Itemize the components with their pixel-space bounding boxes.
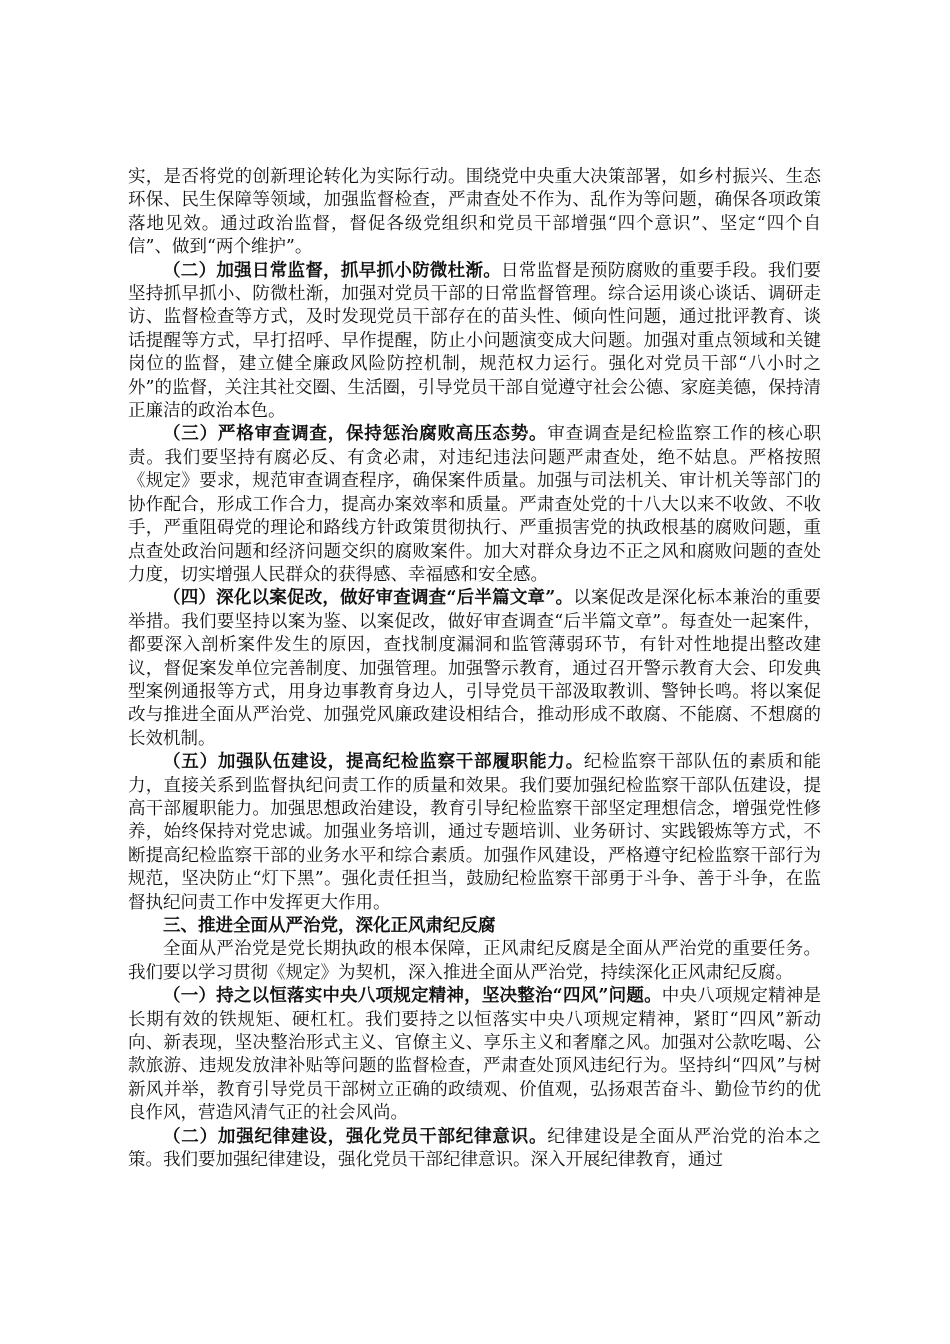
paragraph-eight-rules	[128, 985, 821, 1125]
paragraph-daily-supervision	[128, 260, 821, 424]
paragraph-lead: （四）深化以案促改，做好审查调查“后半篇文章”。	[163, 588, 574, 609]
paragraph-continuation	[128, 166, 821, 260]
paragraph-lead: （三）严格审查调查，保持惩治腐败高压态势。	[163, 424, 548, 445]
paragraph-text: 中央八项规定精神是长期有效的铁规矩、硬杠杠。我们要持之以恒落实中央八项规定精神，紧盯“四风”新动向、新表现，坚决整治形式主义、官僚主义、享乐主义和奢靡之风。加强对公款吃喝、公款旅游、违规发放津补贴等问题的监督检查，严肃查处顶风违纪行为。坚持纠“四风”与树新风并举，教育引导党员干部树立正确的政绩观、价值观，弘扬艰苦奋斗、勤俭节约的优良作风，营造风清气正的社会风尚。	[128, 986, 821, 1124]
document-body	[128, 166, 821, 1172]
paragraph-lead: （二）加强日常监督，抓早抓小防微杜渐。	[163, 260, 502, 281]
paragraph-discipline	[128, 1126, 821, 1173]
paragraph-text: 纪检监察干部队伍的素质和能力，直接关系到监督执纪问责工作的质量和效果。我们要加强纪检监察干部队伍建设，提高干部履职能力。加强思想政治建设，教育引导纪检监察干部坚定理想信念，增强党性修养，始终保持对党忠诚。加强业务培训，通过专题培训、业务研讨、实践锻炼等方式，不断提高纪检监察干部的业务水平和综合素质。加强作风建设，严格遵守纪检监察干部行为规范，坚决防止“灯下黑”。强化责任担当，鼓励纪检监察干部勇于斗争、善于斗争，在监督执纪问责工作中发挥更大作用。	[128, 752, 822, 913]
paragraph-case-reform	[128, 587, 821, 751]
paragraph-team-building	[128, 751, 821, 915]
paragraph-lead: （二）加强纪律建设，强化党员干部纪律意识。	[163, 1126, 548, 1147]
paragraph-text: 实，是否将党的创新理论转化为实际行动。围绕党中央重大决策部署，如乡村振兴、生态环保、民生保障等领域，加强监督检查，严肃查处不作为、乱作为等问题，确保各项政策落地见效。通过政治监督，督促各级党组织和党员干部增强“四个意识”、坚定“四个自信”、做到“两个维护”。	[128, 167, 821, 258]
paragraph-text: 纪律建设是全面从严治党的治本之策。我们要加强纪律建设，强化党员干部纪律意识。深入开展纪律教育，通过	[128, 1126, 822, 1171]
paragraph-review-investigation	[128, 423, 821, 587]
paragraph-text: 全面从严治党是党长期执政的根本保障，正风肃纪反腐是全面从严治党的重要任务。我们要以学习贯彻《规定》为契机，深入推进全面从严治党，持续深化正风肃纪反腐。	[128, 939, 821, 983]
paragraph-text: 日常监督是预防腐败的重要手段。我们要坚持抓早抓小、防微杜渐，加强对党员干部的日常监督管理。综合运用谈心谈话、调研走访、监督检查等方式，及时发现党员干部存在的苗头性、倾向性问题，通过批评教育、谈话提醒等方式，早打招呼、早作提醒，防止小问题演变成大问题。加强对重点领域和关键岗位的监督，建立健全廉政风险防控机制，规范权力运行。强化对党员干部“八小时之外”的监督，关注其社交圈、生活圈，引导党员干部自觉遵守社会公德、家庭美德，保持清正廉洁的政治本色。	[128, 260, 822, 422]
paragraph-lead: （五）加强队伍建设，提高纪检监察干部履职能力。	[163, 752, 584, 773]
paragraph-lead: （一）持之以恒落实中央八项规定精神，坚决整治“四风”问题。	[163, 986, 662, 1007]
paragraph-text: 审查调查是纪检监察工作的核心职责。我们要坚持有腐必反、有贪必肃，对违纪违法问题严肃查处，绝不姑息。严格按照《规定》要求，规范审查调查程序，确保案件质量。加强与司法机关、审计机关等部门的协作配合，形成工作合力，提高办案效率和质量。严肃查处党的十八大以来不收敛、不收手，严重阻碍党的理论和路线方针政策贯彻执行、严重损害党的执政根基的腐败问题，重点查处政治问题和经济问题交织的腐败案件。加大对群众身边不正之风和腐败问题的查处力度，切实增强人民群众的获得感、幸福感和安全感。	[128, 424, 822, 585]
paragraph-text: 以案促改是深化标本兼治的重要举措。我们要坚持以案为鉴、以案促改，做好审查调查“后半篇文章”。每查处一起案件，都要深入剖析案件发生的原因，查找制度漏洞和监管薄弱环节，有针对性地提出整改建议，督促案发单位完善制度、加强管理。加强警示教育，通过召开警示教育大会、印发典型案例通报等方式，用身边事教育身边人，引导党员干部汲取教训、警钟长鸣。将以案促改与推进全面从严治党、加强党风廉政建设相结合，推动形成不敢腐、不能腐、不想腐的长效机制。	[128, 588, 821, 749]
section-heading: 三、推进全面从严治党，深化正风肃纪反腐	[163, 916, 496, 936]
paragraph-section-intro	[128, 938, 821, 985]
